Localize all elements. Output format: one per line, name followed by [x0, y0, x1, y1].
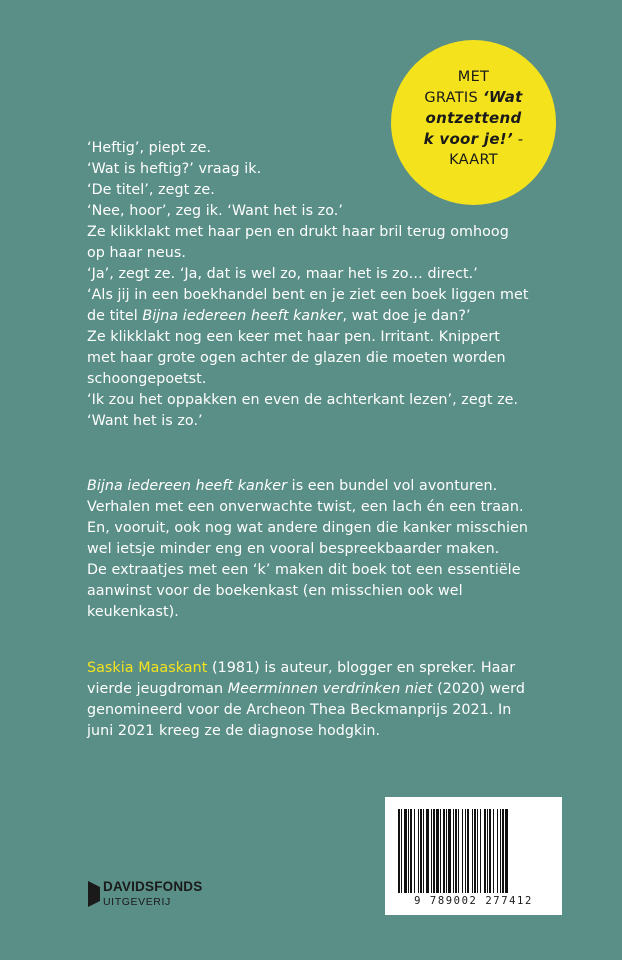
excerpt-span: de titel [87, 308, 143, 324]
blurb-span: is een bundel vol avonturen. [287, 478, 498, 494]
author-span: vierde jeugdroman [87, 681, 228, 697]
excerpt-line: ‘Want het is zo.’ [87, 413, 203, 429]
excerpt-line: schoongepoetst. [87, 371, 207, 387]
barcode-bar [502, 809, 504, 893]
blurb-line: keukenkast). [87, 604, 179, 620]
barcode-bar [474, 809, 476, 893]
excerpt-line: ‘Nee, hoor’, zeg ik. ‘Want het is zo.’ [87, 203, 343, 219]
excerpt-span: , wat doe je dan?’ [342, 308, 471, 324]
excerpt-text [87, 138, 557, 432]
blurb-line: wel ietsje minder eng en vooral bespreekbaarder maken. [87, 541, 500, 557]
author-line [87, 658, 557, 679]
barcode-bar [480, 809, 481, 893]
publisher-name: DAVIDSFONDS [103, 879, 203, 894]
excerpt-line: ‘Als jij in een boekhandel bent en je ziet een boek liggen met [87, 287, 529, 303]
book-title-italic: Bijna iedereen heeft kanker [142, 308, 343, 324]
barcode-bar [401, 809, 402, 893]
barcode-bar [431, 809, 432, 893]
excerpt-line: ‘Heftig’, piept ze. [87, 140, 212, 156]
barcode-bar [423, 809, 424, 893]
author-name: Saskia Maaskant [87, 660, 208, 676]
barcode-bar [440, 809, 441, 893]
publisher-logo-icon [88, 881, 100, 907]
book-title-italic: Bijna iedereen heeft kanker [87, 478, 288, 494]
badge-line: MET [457, 69, 490, 85]
author-span: (1981) is auteur, blogger en spreker. Haar [207, 660, 516, 676]
barcode-bar [443, 809, 445, 893]
barcode-bar [458, 809, 459, 893]
barcode-bar [455, 809, 457, 893]
barcode-bar [453, 809, 454, 893]
excerpt-line: ‘Ik zou het oppakken en even de achterkant lezen’, zegt ze. [87, 392, 519, 408]
barcode-bar [500, 809, 501, 893]
blurb-line: De extraatjes met een ‘k’ maken dit boek tot een essentiële [87, 562, 521, 578]
barcode-bar [446, 809, 447, 893]
author-line: genomineerd voor de Archeon Thea Beckmanprijs 2021. In [87, 702, 512, 718]
excerpt-line: ‘De titel’, zegt ze. [87, 182, 215, 198]
barcode-bar [493, 809, 494, 893]
barcode-bar [436, 809, 439, 893]
barcode-bar [467, 809, 469, 893]
barcode-bar [462, 809, 463, 893]
blurb-line: aanwinst voor de boekenkast (en misschien ook wel [87, 583, 463, 599]
excerpt-line [87, 306, 557, 327]
excerpt-line: met haar grote ogen achter de glazen die moeten worden [87, 350, 506, 366]
author-span: (2020) werd [432, 681, 525, 697]
badge-line-bold: ‘Wat [482, 88, 523, 106]
barcode-bar [487, 809, 488, 893]
author-bio [87, 658, 557, 742]
barcode [385, 797, 562, 915]
excerpt-line: ‘Ja’, zegt ze. ‘Ja, dat is wel zo, maar het is zo… direct.’ [87, 266, 478, 282]
badge-line: - [512, 132, 524, 148]
barcode-bar [410, 809, 412, 893]
barcode-bar [448, 809, 451, 893]
excerpt-line: ‘Wat is heftig?’ vraag ik. [87, 161, 262, 177]
barcode-bar [414, 809, 415, 893]
barcode-bar [484, 809, 486, 893]
blurb-text [87, 476, 557, 623]
barcode-bar [418, 809, 419, 893]
barcode-bar [489, 809, 491, 893]
barcode-bar [433, 809, 435, 893]
barcode-bar [477, 809, 478, 893]
barcode-bar [408, 809, 409, 893]
isbn-number: 9 789002 277412 [414, 895, 533, 907]
publisher-imprint: UITGEVERIJ [103, 896, 171, 908]
badge-line-bold: k voor je!’ [423, 130, 513, 148]
author-line: juni 2021 kreeg ze de diagnose hodgkin. [87, 723, 381, 739]
author-line [87, 679, 557, 700]
badge-line-bold: ontzettend [425, 109, 522, 127]
barcode-bar [497, 809, 498, 893]
barcode-bar [505, 809, 508, 893]
blurb-line [87, 476, 557, 497]
excerpt-line: Ze klikklakt met haar pen en drukt haar bril terug omhoog [87, 224, 509, 240]
badge-line: GRATIS [424, 90, 478, 106]
barcode-bar [472, 809, 473, 893]
blurb-line: En, vooruit, ook nog wat andere dingen die kanker misschien [87, 520, 529, 536]
barcode-bar [426, 809, 429, 893]
barcode-bar [404, 809, 407, 893]
badge-line: KAART [449, 152, 498, 168]
blurb-line: Verhalen met een onverwachte twist, een lach én een traan. [87, 499, 524, 515]
barcode-bar [398, 809, 400, 893]
barcode-bars [398, 809, 549, 893]
book-title-italic: Meerminnen verdrinken niet [227, 681, 433, 697]
barcode-bar [465, 809, 466, 893]
excerpt-line: Ze klikklakt nog een keer met haar pen. Irritant. Knippert [87, 329, 500, 345]
barcode-bar [420, 809, 422, 893]
excerpt-line: op haar neus. [87, 245, 186, 261]
